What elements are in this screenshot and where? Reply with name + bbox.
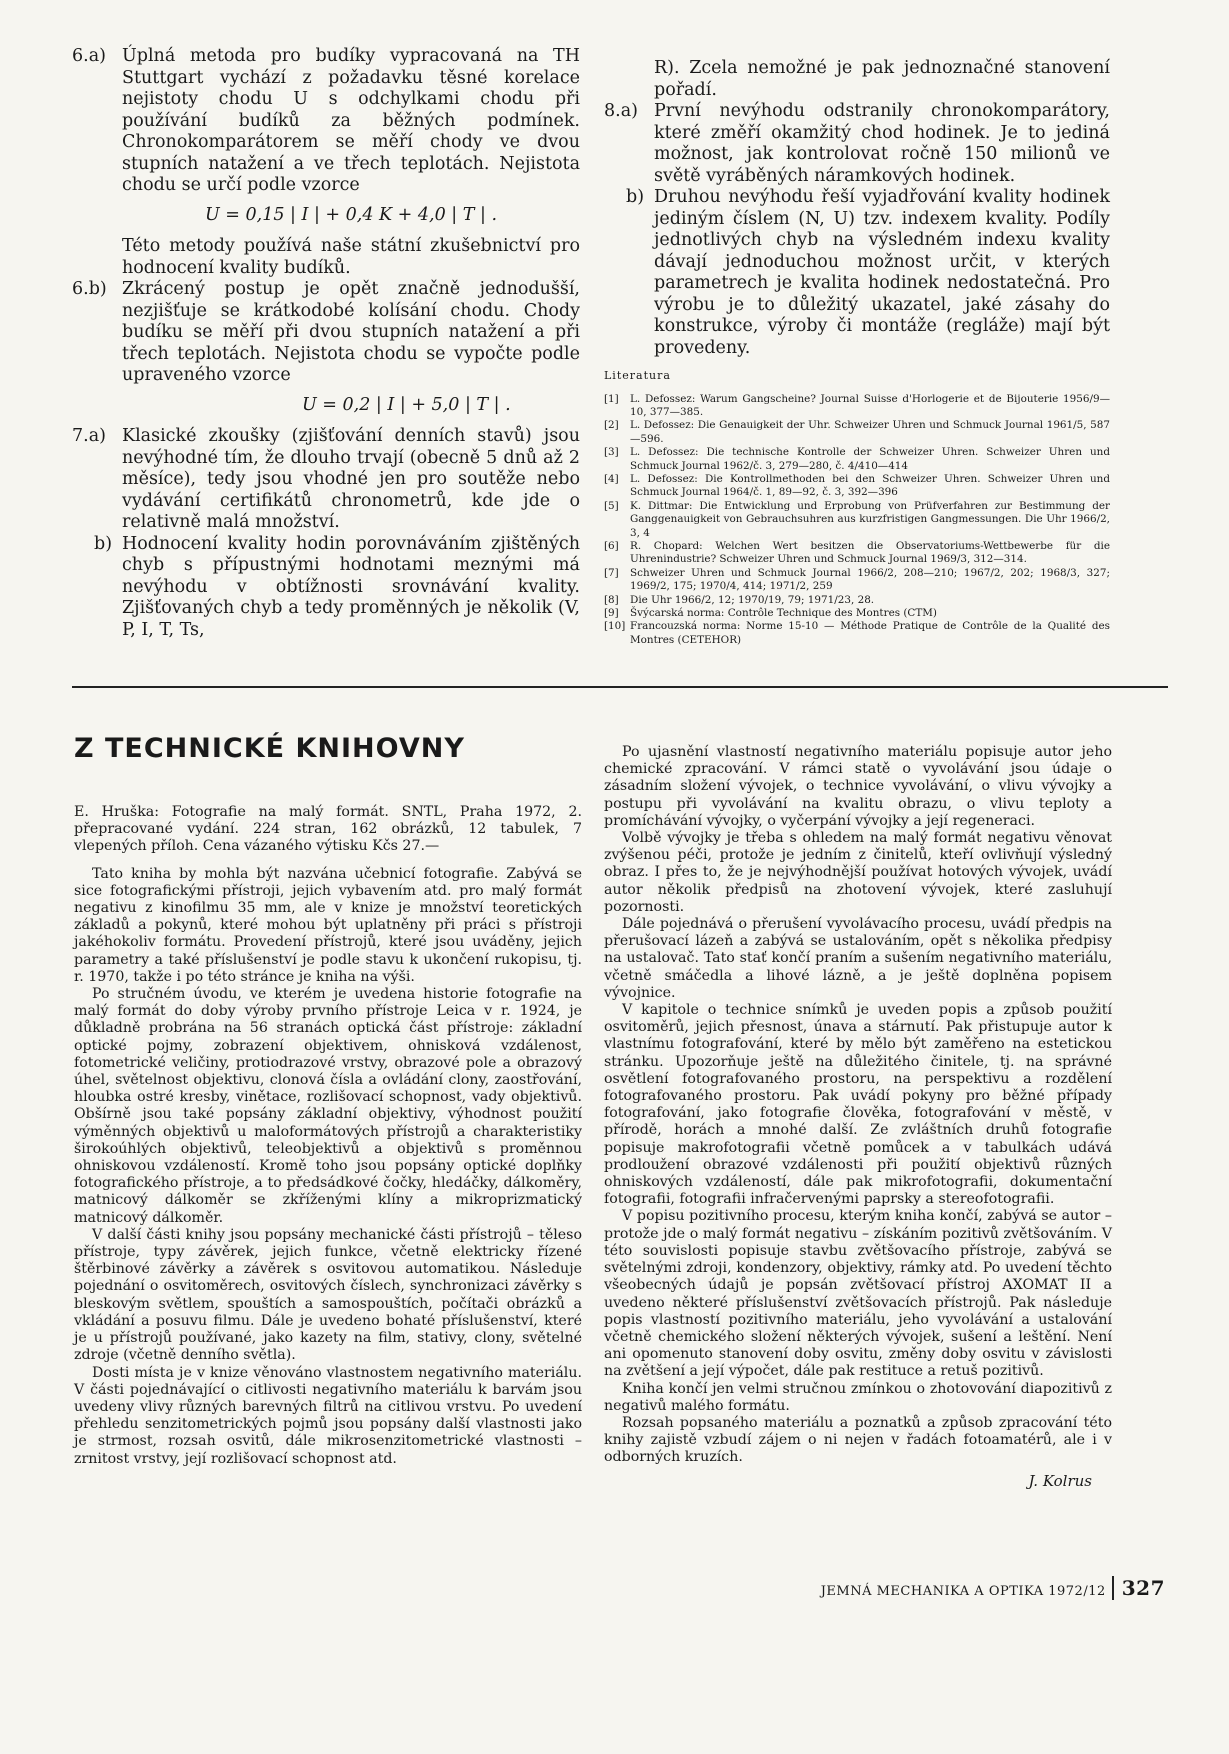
item-6a-number: 6.a): [72, 46, 106, 66]
literature-heading: Literatura: [604, 369, 671, 382]
item-8b-number: b): [626, 187, 645, 207]
reference-text: L. Defossez: Die Genauigkeit der Uhr. Schweizer Uhren und Schmuck Journal 1961/5, 587—596.: [630, 419, 1110, 445]
references-list: [604, 393, 1110, 648]
item-6a-text: Úplná metoda pro budíky vypracovaná na TH Stuttgart vychází z požadavku těsné korelace nejistoty chodu U s odchylkami chodu při používání budíků za běžných podmínek. Chronokomparátorem se měří chody ve dvou stupních natažení a ve třech teplotách. Nejistota chodu se určí podle vzorce: [122, 46, 580, 195]
reference-item: [604, 500, 1110, 540]
page-footer: [760, 1576, 1165, 1600]
review-paragraph: Rozsah popsaného materiálu a poznatků a způsob zpracování této knihy zajistě vzbudí zájem o ni nejen v řadách fotoamatérů, ale i v odborných kruzích.: [604, 1414, 1112, 1466]
review-paragraph: V další části knihy jsou popsány mechanické části přístrojů – těleso přístroje, typy závěrek, jejich funkce, včetně elektricky řízené štěrbinové závěrky a závěrek s osvitovou automatikou. Následuje pojednání o osvitoměrech, osvitových číslech, synchronizaci závěrky s bleskovým světlem, spouštích a samospouštích, počítači obrázků a vkládání a posuvu filmu. Dále je uvedeno bohaté příslušenství, které je u přístrojů používané, jako kazety na film, stativy, clony, světelné zdroje (včetně denního světla).: [74, 1226, 582, 1364]
review-signature: J. Kolrus: [1028, 1471, 1092, 1490]
top-right-column: [604, 58, 1110, 647]
reference-number: [1]: [604, 392, 619, 405]
item-7b-continuation: [604, 58, 1110, 101]
reference-item: [604, 419, 1110, 446]
reference-text: Schweizer Uhren und Schmuck Journal 1966/2, 208—210; 1967/2, 202; 1968/3, 327; 1969/2, 175; 1970/4, 414; 1971/2, 259: [630, 566, 1110, 593]
reference-number: [2]: [604, 419, 619, 432]
item-6a-text-2: Této metody používá naše státní zkušebnictví pro hodnocení kvality budíků.: [122, 236, 580, 278]
formula-2: U = 0,2 | I | + 5,0 | T | .: [302, 394, 511, 415]
reference-item: [604, 393, 1110, 420]
reference-number: [6]: [604, 539, 619, 552]
reference-number: [5]: [604, 499, 619, 512]
reference-number: [3]: [604, 446, 619, 459]
review-left-paragraphs: [74, 866, 582, 1468]
item-6b-number: 6.b): [72, 279, 107, 299]
item-7b: [72, 534, 580, 642]
review-paragraph: V kapitole o technice snímků je uveden popis a způsob použití osvitoměrů, jejich přesnost, únava a stárnutí. Pak přistupuje autor k vlastnímu fotografování, které by mělo být zaměřeno na estetickou stránku. Upozorňuje ještě na důležitého činitele, tj. na správné osvětlení fotografovaného prostoru, na perspektivu a rozdělení fotografovaného prostoru. Pak uvádí pokyny pro běžné případy fotografování, jako fotografie člověka, fotografování v městě, v přírodě, horách a mnohé další. Ze zvláštních druhů fotografie popisuje makrofotografii včetně pomůcek a v tabulkách udává prodloužení obrazové vzdálenosti při použití objektivů různých ohniskových vzdáleností, dále pak mikrofotografii, dokumentační fotografii, fotografii infračervenými paprsky a stereofotografii.: [604, 1002, 1112, 1208]
reference-item: [604, 567, 1110, 594]
review-paragraph: Dosti místa je v knize věnováno vlastnostem negativního materiálu. V části pojednávající o citlivosti negativního materiálu k barvám jsou uvedeny vlivy různých barevných filtrů na citlivou vrstvu. Po uvedení přehledu senzitometrických pojmů jsou popsány další vlastnosti jako je strmost, rozsah osvitů, dále mikrosenzitometrické vlastnosti – zrnitost vrstvy, její rozlišovací schopnost atd.: [74, 1364, 582, 1467]
formula-1: U = 0,15 | I | + 0,4 K + 4,0 | T | .: [204, 204, 498, 225]
item-7a: [72, 426, 580, 534]
reference-text: L. Defossez: Die Kontrollmethoden bei den Schweizer Uhren. Schweizer Uhren und Schmuck Journal 1964/č. 1, 89—92, č. 3, 392—396: [630, 472, 1110, 499]
item-8a-number: 8.a): [604, 101, 638, 121]
reference-item: [604, 540, 1110, 567]
reference-text: Die Uhr 1966/2, 12; 1970/19, 79; 1971/23, 28.: [630, 593, 875, 606]
reference-text: R. Chopard: Welchen Wert besitzen die Observatoriums-Wettbewerbe für die Uhrenindustrie? Schweizer Uhren und Schmuck Journal 1969/3, 312—314.: [630, 539, 1110, 566]
review-paragraph: Po stručném úvodu, ve kterém je uvedena historie fotografie na malý formát do doby výroby prvního přístroje Leica v r. 1924, je důkladně probrána na 56 stranách optická část přístroje: základní optické pojmy, zobrazení objektivem, ohnisková vzdálenost, fotometrické veličiny, protiodrazové vrstvy, obrazové pole a obrazový úhel, světelnost objektivu, clonová čísla a ovládání clony, zaostřování, hloubka ostré kresby, vinětace, rozlišovací schopnost, vady objektivů. Obšírně jsou také popsány základní objektivy, výhodnost použití výměnných objektivů u maloformátových přístrojů a charakteristiky širokoúhlých objektivů, teleobjektivů a objektivů s proměnnou ohniskovou vzdáleností. Kromě toho jsou popsány optické doplňky fotografického přístroje, a to předsádkové čočky, hledáčky, dálkoměry, matnicový dálkoměr se zkříženými klíny a mikroprizmatický matnicový dálkoměr.: [74, 986, 582, 1226]
reference-item: [604, 594, 1110, 607]
item-7a-number: 7.a): [72, 426, 106, 446]
reference-number: [4]: [604, 472, 619, 485]
review-paragraph: V popisu pozitivního procesu, kterým kniha končí, zabývá se autor – protože jde o malý formát negativu – získáním pozitivů zvětšováním. V této souvislosti popisuje stavbu zvětšovacího přístroje, zabývá se světelnými zdroji, kondenzory, objektivy, rámky atd. Po uvedení těchto všeobecných údajů je popsán zvětšovací přístroj AXOMAT II a uvedeno některé příslušenství zvětšovacích přístrojů. Pak následuje popis vlastností pozitivního materiálu, jeho vyvolávání a ustalování včetně chemického složení některých vývojek, sušení a leštění. Není ani opomenuto stanovení doby osvitu, změny doby osvitu v závislosti na zvětšení a její výpočet, dále pak restituce a retuš pozitivů.: [604, 1208, 1112, 1380]
item-6b-text: Zkrácený postup je opět značně jednodušší, nezjišťuje se krátkodobé kolísání chodu. Chody budíku se měří při dvou stupních natažení a při třech teplotách. Nejistota chodu se vypočte podle upraveného vzorce: [122, 279, 580, 385]
reference-text: L. Defossez: Die technische Kontrolle der Schweizer Uhren. Schweizer Uhren und Schmuck Journal 1962/č. 3, 279—280, č. 4/410—414: [630, 446, 1110, 472]
review-paragraph: Po ujasnění vlastností negativního materiálu popisuje autor jeho chemické zpracování. V rámci statě o vyvolávání jsou údaje o zásadním složení vývojek, o technice vyvolávání, o vlivu vývojky a postupu při vyvolávání na kvalitu obrazu, o vlivu teploty a promíchávání vývojky, o vyčerpání vývojky a její regeneraci.: [604, 744, 1112, 829]
item-7a-text: Klasické zkoušky (zjišťování denních stavů) jsou nevýhodné tím, že dlouho trvají (obecně 5 dnů až 2 měsíce), tedy jsou vhodné jen pro soutěže nebo vydávání certifikátů chronometrů, kde jde o relativně malá množství.: [122, 426, 580, 532]
review-header: E. Hruška: Fotografie na malý formát. SNTL, Praha 1972, 2. přepracované vydání. 224 stran, 162 obrázků, 12 tabulek, 7 vlepených příloh. Cena vázaného výtisku Kčs 27.—: [74, 804, 582, 855]
page-number: 327: [1112, 1576, 1165, 1600]
review-right-paragraphs: [604, 744, 1112, 1467]
section-divider: [72, 686, 1168, 688]
review-paragraph: Kniha končí jen velmi stručnou zmínkou o zhotovování diapozitivů z negativů malého formátu.: [604, 1380, 1112, 1414]
review-right-column: [604, 744, 1112, 1490]
item-6b: [72, 279, 580, 416]
item-7b-text: Hodnocení kvality hodin porovnáváním zjištěných chyb s přípustnými hodnotami meznými má nevýhodu v obtížnosti srovnávání kvality. Zjišťovaných chyb a tedy proměnných je několik (V, P, I, T, Ts,: [122, 533, 580, 640]
item-8b: [604, 187, 1110, 359]
item-7b-number: b): [94, 533, 113, 554]
reference-text: L. Defossez: Warum Gangscheine? Journal Suisse d'Horlogerie et de Bijouterie 1956/9—10, 377—385.: [630, 392, 1110, 418]
reference-item: [604, 446, 1110, 473]
review-paragraph: Volbě vývojky je třeba s ohledem na malý formát negativu věnovat zvýšenou péči, protože je jedním z činitelů, kteří ovlivňují výsledný obraz. I přes to, že je nejvýhodnější používat hotových vývojek, uvádí autor několik předpisů na zhotovení vývojek, které zasluhují pozornosti.: [604, 830, 1112, 915]
item-8b-text: Druhou nevýhodu řeší vyjadřování kvality hodinek jediným číslem (N, U) tzv. indexem kvality. Podíly jednotlivých chyb na výsledném indexu kvality dávají jednoduchou možnost určit, v kterých parametrech je kvalita hodinek nedostatečná. Pro výrobu je to důležitý ukazatel, jaké zásahy do konstrukce, výroby či montáže (regláže) mají být provedeny.: [654, 187, 1110, 358]
review-left-column: [74, 804, 582, 1468]
reference-number: [7]: [604, 566, 619, 579]
reference-text: Švýcarská norma: Contrôle Technique des Montres (CTM): [630, 607, 937, 619]
reference-text: Francouzská norma: Norme 15-10 — Méthode Pratique de Contrôle de la Qualité des Montres (CETEHOR): [630, 620, 1110, 646]
item-6a: [72, 46, 580, 279]
reference-number: [9]: [604, 607, 619, 619]
reference-item: [604, 620, 1110, 647]
reference-number: [10]: [604, 620, 626, 633]
reference-text: K. Dittmar: Die Entwicklung und Erprobung von Prüfverfahren zur Bestimmung der Ganggenauigkeit von Gebrauchsuhren aus kurzfristigen Gangmessungen. Die Uhr 1966/2, 3, 4: [630, 499, 1110, 539]
reference-item: [604, 473, 1110, 500]
journal-name: JEMNÁ MECHANIKA A OPTIKA 1972/12: [820, 1584, 1106, 1599]
continuation-text: R). Zcela nemožné je pak jednoznačné stanovení pořadí.: [654, 58, 1110, 100]
review-paragraph: Tato kniha by mohla být nazvána učebnicí fotografie. Zabývá se sice fotografickými přístroji, jejich vybavením atd. pro malý formát negativu z kinofilmu 35 mm, ale v knize je množství teoretických základů a pokynů, které mohou být uplatněny při práci s přístroji jakéhokoliv formátu. Provedení přístrojů, které jsou uváděny, jejich parametry a také příslušenství je podle stavu k ukončení rukopisu, tj. r. 1970, takže i po této stránce je kniha na výši.: [74, 865, 582, 985]
reference-number: [8]: [604, 593, 619, 606]
review-paragraph: Dále pojednává o přerušení vyvolávacího procesu, uvádí předpis na přerušovací lázeň a zabývá se ustalováním, opět s několika předpisy na ustalovač. Tato stať končí praním a sušením negativního materiálu, včetně smáčedla a lihové lázně, a je ještě doplněna popisem vývojnice.: [604, 916, 1112, 1001]
top-left-column: [72, 46, 580, 641]
section-title: Z TECHNICKÉ KNIHOVNY: [74, 733, 465, 764]
item-8a: [604, 101, 1110, 187]
reference-item: [604, 607, 1110, 620]
item-8a-text: První nevýhodu odstranily chronokomparátory, které změří okamžitý chod hodinek. Je to jediná možnost, jak kontrolovat ročně 150 milionů ve světě vyráběných náramkových hodinek.: [654, 101, 1110, 186]
